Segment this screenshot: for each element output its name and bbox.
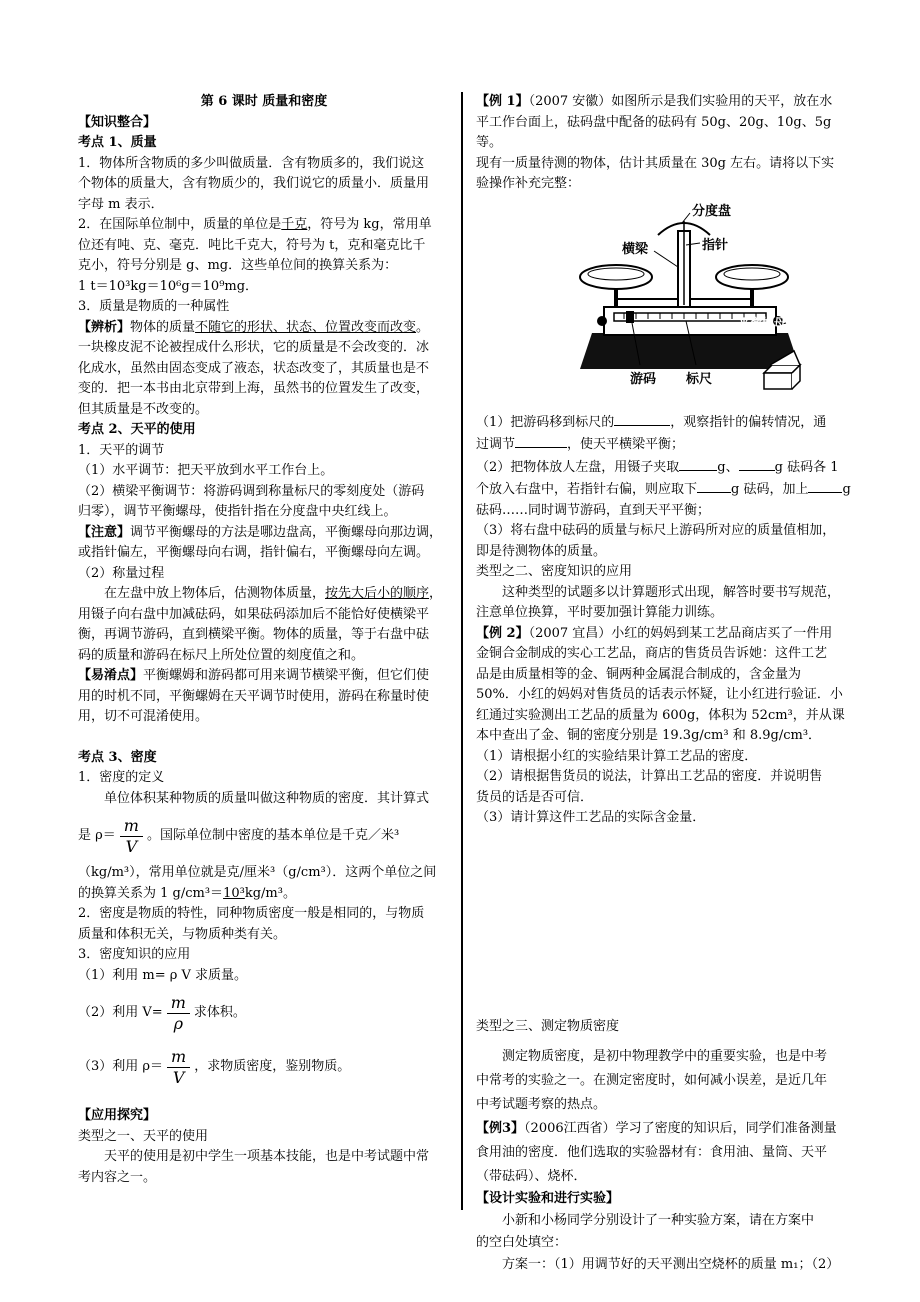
kp3-heading: 考点 3、密度 [78,749,157,765]
text-line: 中考试题考察的热点。 [476,1097,607,1112]
kp1-heading: 考点 1、质量 [78,135,157,150]
volume-formula-line: （2）利用 V= $\frac{m}{\rho}$ 求体积。 [78,992,246,1033]
underlined-answer: 不随它的形状、状态、位置改变而改变 [195,319,417,335]
text-line: 测定物质密度，是初中物理教学中的重要实验，也是中考 [502,1049,828,1064]
density-use-formula-line: （3）利用 ρ＝ $\frac{m}{V}$ ，求物质密度，鉴别物质。 [78,1046,351,1087]
text-line: 用，切不可混淆使用。 [78,709,209,724]
text-line: 即是待测物体的质量。 [476,543,607,559]
answer-blank[interactable] [808,478,842,493]
tag-example-1: 【例 1】 [476,94,529,109]
density-formula-line: 是 ρ＝ $\frac{m}{V}$ 。国际单位制中密度的基本单位是千克／米³ [78,815,400,856]
text-line: 砝码……同时调节游码，直到天平平衡； [476,502,711,518]
text-line: 位还有吨、克、毫克．吨比千克大，符号为 t，克和毫克比千 [78,237,426,253]
text-line: 克小，符号分别是 g、mg．这些单位间的换算关系为： [78,258,398,273]
text-line: 码的质量和游码在标尺上所处位置的刻度值之和。 [78,647,365,663]
text-line: 中常考的实验之一。在测定密度时，如何减小误差，是近几年 [476,1073,828,1088]
text-line: 这种类型的试题多以计算题形式出现，解答时要书写规范， [502,584,841,600]
answer-blank[interactable] [697,478,731,493]
text-line: （1）把游码移到标尺的 ，观察指针的偏转情况，通 [476,411,852,434]
balance-nut-left [597,316,607,326]
text-line: 2．密度是物质的特性，同种物质密度一般是相同的，与物质 [78,906,425,921]
conversion-line: 1 t＝10³kg＝10⁶g＝10⁹mg． [78,278,259,294]
text-line: 一块橡皮泥不论被捏成什么形状，它的质量是不会改变的．冰 [78,340,430,355]
text-line: 1．物体所含物质的多少叫做质量．含有物质多的，我们说这 [78,155,425,171]
underlined-answer: 10³ [223,885,245,901]
label-ruler: 标尺 [686,371,713,387]
text-line: 在左盘中放上物体后，估测物体质量，按先大后小的顺序， [104,586,443,601]
text-line: 质量和体积无关，与物质种类有关。 [78,926,287,942]
answer-blank[interactable] [614,411,670,426]
volume-fraction: $\frac{m}{\rho}$ [167,993,190,1034]
text-line: 货员的话是否可信． [476,789,594,805]
text-line: 平工作台面上，砝码盘中配备的砝码有 50g、20g、10g、5g 等。 [476,114,832,150]
text-line: （2）称量过程 [78,565,165,581]
text-line: 天平的使用是初中学生一项基本技能，也是中考试题中常 [104,1149,430,1164]
text-line: 食用油的密度．他们选取的实验器材有：食用油、量筒、天平 [476,1145,828,1160]
text-line: （2）请根据售货员的说法，计算出工艺品的密度．并说明售 [476,769,823,784]
text-line: 单位体积某种物质的质量叫做这种物质的密度．其计算式 [104,790,430,806]
label-dial-plate: 分度盘 [692,203,732,219]
density-fraction: $\frac{m}{V}$ [120,816,143,857]
answer-blank[interactable] [515,433,567,448]
tag-yixiao: 【易淆点】 [78,668,144,683]
balance-figure [574,201,806,401]
text-line: （带砝码）、烧杯． [476,1169,587,1184]
text-line: （2）把物体放人左盘，用镊子夹取 g、 g 砝码各 1 [476,456,852,479]
type2-heading: 类型之二、密度知识的应用 [476,564,633,579]
text-line: 用的时机不同，平衡螺姆在天平调节时使用，游码在称量时使 [78,688,430,704]
kp2-heading: 考点 2、天平的使用 [78,422,196,437]
underlined-answer: 按先大后小的顺序 [325,586,430,601]
text-line: 品是由质量相等的金、铜两种金属混合制成的，含金量为 [476,666,802,682]
text-line: 或指针偏左，平衡螺母向右调，指针偏右，平衡螺母向左调。 [78,545,430,560]
tag-bianxi: 【辨析】 [78,319,131,335]
answer-space [476,829,852,1017]
text-line: （1）请根据小红的实验结果计算工艺品的密度． [476,748,758,764]
text-line: 考内容之一。 [78,1169,157,1185]
text-line: 的空白处填空： [476,1234,568,1250]
underlined-answer: 千克 [281,217,308,232]
text-line: 小新和小杨同学分别设计了一种实验方案，请在方案中 [502,1212,815,1228]
text-line: 用镊子向右盘中加减砝码，如果砝码添加后不能恰好使横梁平 [78,606,430,622]
text-line: 字母 m 表示． [78,196,164,212]
rider-weight [626,311,634,323]
answer-blank[interactable] [739,456,775,471]
text-line: （2）横梁平衡调节：将游码调到称量标尺的零刻度处（游码 [78,483,425,499]
section-application: 【应用探究】 [78,1108,157,1123]
text-line: 的换算关系为 1 g/cm³＝10³kg/m³。 [78,885,296,901]
text-line: （1）利用 m= ρ V 求质量。 [78,967,248,983]
text-line: 衡，再调节游码，直到横梁平衡。物体的质量，等于右盘中砝 [78,627,430,642]
text-line: 化成水，虽然由固态变成了液态，状态改变了，其质量也是不 [78,360,430,376]
tag-example-2: 【例 2】 [476,625,529,641]
tag-example-3: 【例3】 [476,1121,525,1136]
tag-zhuyi: 【注意】 [78,524,131,540]
text-line: 验操作补充完整： [476,176,581,191]
label-crossbeam: 横梁 [622,241,649,257]
label-balance-nut: 平衡螺母 [738,315,787,330]
text-line: 【易淆点】平衡螺姆和游码都可用来调节横梁平衡，但它们使 [78,668,430,683]
label-rider: 游码 [630,371,657,387]
right-column [476,92,852,1276]
text-line: 个放入右盘中，若指针右偏，则应取下 g 砝码，加上 g [476,478,852,501]
text-line: 1．天平的调节 [78,442,165,458]
text-line: 过调节 ，使天平横梁平衡； [476,433,852,456]
text-line: 个物体的质量大，含有物质少的，我们说它的质量小．质量用 [78,176,430,191]
label-pointer: 指针 [702,237,729,253]
text-line: 50%．小红的妈妈对售货员的话表示怀疑，让小红进行验证．小 [476,687,843,702]
text-line: 2．在国际单位制中，质量的单位是千克，符号为 kg，常用单 [78,217,432,232]
text-line: 【例 1】（2007 安徽）如图所示是我们实验用的天平，放在水 [476,94,833,109]
column-divider [461,92,463,1210]
text-line: 【例3】（2006江西省）学习了密度的知识后，同学们准备测量 [476,1121,837,1136]
text-line: 红通过实验测出工艺品的质量为 600g，体积为 52cm³，并从课 [476,707,845,723]
text-line: 现有一质量待测的物体，估计其质量在 30g 左右。请将以下实 [476,155,835,171]
text-line: （3）将右盘中砝码的质量与标尺上游码所对应的质量值相加， [476,523,836,538]
text-line: 但其质量是不改变的。 [78,401,209,417]
text-line: 本中查出了金、铜的密度分别是 19.3g/cm³ 和 8.9g/cm³． [476,728,822,743]
text-line: 3．质量是物质的一种属性 [78,299,230,314]
answer-blank[interactable] [679,456,717,471]
text-line: 3．密度知识的应用 [78,947,191,962]
text-line: 【例 2】（2007 宜昌）小红的妈妈到某工艺品商店买了一件用 [476,625,833,641]
text-line: （kg/m³），常用单位就是克/厘米³（g/cm³）．这两个单位之间 [78,865,437,880]
design-heading: 【设计实验和进行实验】 [476,1191,620,1206]
text-line: 1．密度的定义 [78,770,165,785]
left-column [78,92,450,1188]
lesson-title: 第 6 课时 质量和密度 [200,94,328,109]
text-line: 【注意】调节平衡螺母的方法是哪边盘高，平衡螺母向那边调， [78,524,443,540]
text-line: 归零），调节平衡螺母，使指针指在分度盘中央红线上。 [78,504,397,519]
text-line: 方案一：（1）用调节好的天平测出空烧杯的质量 m₁；（2） [502,1256,840,1272]
text-line: 变的．把一本书由北京带到上海，虽然书的位置发生了改变， [78,381,430,396]
text-line: （1）水平调节：把天平放到水平工作台上。 [78,463,334,478]
text-line: 【辨析】物体的质量不随它的形状、状态、位置改变而改变。 [78,319,430,335]
section-knowledge: 【知识整合】 [78,114,157,130]
type3-heading: 类型之三、测定物质密度 [476,1018,620,1034]
type1-heading: 类型之一、天平的使用 [78,1128,209,1144]
text-line: （3）请计算这件工艺品的实际含金量． [476,810,706,825]
density-use-fraction: $\frac{m}{V}$ [167,1047,190,1088]
text-line: 金铜合金制成的实心工艺品，商店的售货员告诉她：这件工艺 [476,646,828,661]
text-line: 注意单位换算，平时要加强计算能力训练。 [476,605,724,620]
